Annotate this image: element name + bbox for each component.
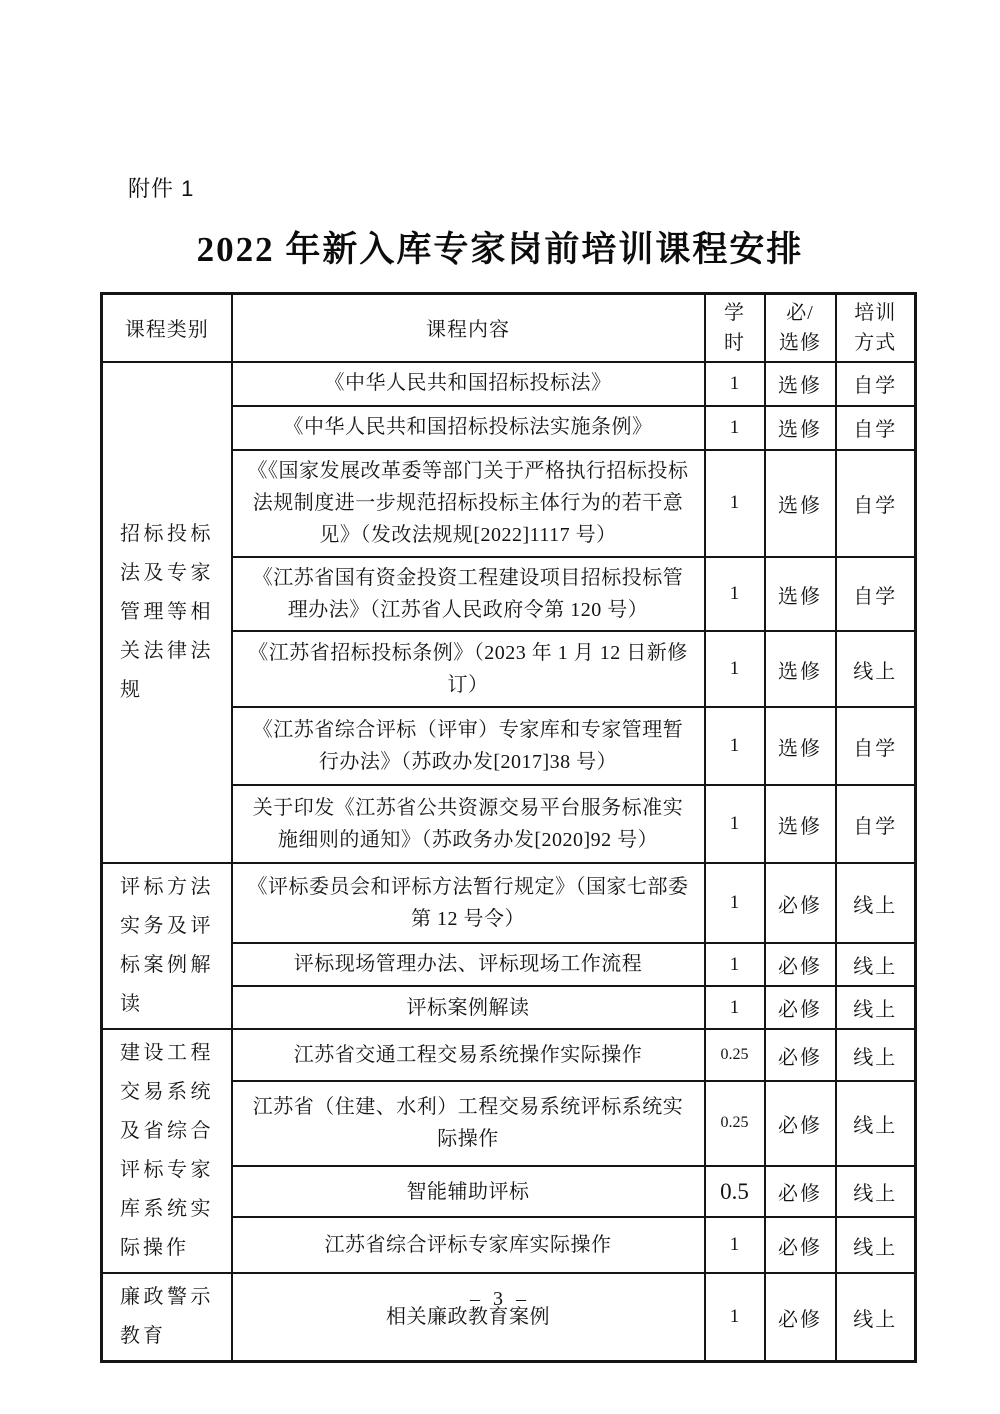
course-content-cell: 《中华人民共和国招标投标法实施条例》 — [232, 406, 705, 450]
required-cell: 必修 — [765, 1166, 836, 1217]
course-content-cell: 评标现场管理办法、评标现场工作流程 — [232, 943, 705, 986]
col-header-required — [765, 294, 836, 362]
col-header-category: 课程类别 — [102, 294, 232, 362]
page-title: 2022 年新入库专家岗前培训课程安排 — [196, 230, 804, 269]
method-cell: 线上 — [836, 863, 916, 943]
method-cell: 线上 — [836, 1081, 916, 1166]
category-cell-evaluation: 评标方法实务及评标案例解读 — [102, 863, 232, 1029]
method-cell: 线上 — [836, 986, 916, 1029]
hours-cell: 1 — [705, 863, 765, 943]
category-cell-systems: 建设工程交易系统及省综合评标专家库系统实际操作 — [102, 1029, 232, 1273]
method-cell: 线上 — [836, 1029, 916, 1080]
hours-cell: 1 — [705, 362, 765, 406]
category-cell-integrity: 廉政警示教育 — [102, 1273, 232, 1362]
course-content-cell: 江苏省综合评标专家库实际操作 — [232, 1217, 705, 1273]
hours-cell: 1 — [705, 450, 765, 557]
course-content-cell: 评标案例解读 — [232, 986, 705, 1029]
required-cell: 选修 — [765, 362, 836, 406]
method-cell: 自学 — [836, 557, 916, 632]
table-header-row — [102, 294, 916, 362]
required-cell: 选修 — [765, 406, 836, 450]
hours-cell: 1 — [705, 785, 765, 863]
method-cell: 线上 — [836, 631, 916, 707]
hours-cell: 1 — [705, 1217, 765, 1273]
table-row — [102, 863, 916, 943]
course-content-cell: 《中华人民共和国招标投标法》 — [232, 362, 705, 406]
col-header-hours-label: 学时 — [724, 301, 745, 354]
course-content-cell: 江苏省（住建、水利）工程交易系统评标系统实际操作 — [232, 1081, 705, 1166]
col-header-method-label: 培训方式 — [854, 301, 897, 354]
hours-cell: 1 — [705, 631, 765, 707]
required-cell: 必修 — [765, 986, 836, 1029]
course-content-cell: 《江苏省综合评标（评审）专家库和专家管理暂行办法》（苏政办发[2017]38 号） — [232, 707, 705, 785]
course-content-cell: 《江苏省招标投标条例》（2023 年 1 月 12 日新修订） — [232, 631, 705, 707]
course-content-cell: 相关廉政教育案例 — [232, 1273, 705, 1362]
method-cell: 线上 — [836, 1217, 916, 1273]
method-cell: 自学 — [836, 785, 916, 863]
table-row — [102, 362, 916, 406]
method-cell: 自学 — [836, 406, 916, 450]
required-cell: 必修 — [765, 1217, 836, 1273]
required-cell: 选修 — [765, 785, 836, 863]
hours-cell: 1 — [705, 1273, 765, 1362]
table-row — [102, 1029, 916, 1080]
col-header-required-label: 必/选修 — [779, 301, 821, 354]
course-schedule-table — [100, 292, 917, 1363]
col-header-method — [836, 294, 916, 362]
required-cell: 必修 — [765, 1273, 836, 1362]
required-cell: 必修 — [765, 1081, 836, 1166]
course-content-cell: 江苏省交通工程交易系统操作实际操作 — [232, 1029, 705, 1080]
required-cell: 选修 — [765, 631, 836, 707]
course-content-cell: 《《国家发展改革委等部门关于严格执行招标投标法规制度进一步规范招标投标主体行为的若干意见》（发改法规规[2022]1117 号） — [232, 450, 705, 557]
course-content-cell: 智能辅助评标 — [232, 1166, 705, 1217]
hours-cell: 1 — [705, 707, 765, 785]
page-number: – 3 – — [470, 1288, 530, 1310]
hours-cell: 1 — [705, 557, 765, 632]
hours-cell: 1 — [705, 943, 765, 986]
course-content-cell: 《评标委员会和评标方法暂行规定》（国家七部委第 12 号令） — [232, 863, 705, 943]
required-cell: 必修 — [765, 943, 836, 986]
required-cell: 必修 — [765, 863, 836, 943]
category-cell-laws: 招标投标法及专家管理等相关法律法规 — [102, 362, 232, 864]
col-header-hours — [705, 294, 765, 362]
hours-cell: 1 — [705, 986, 765, 1029]
hours-cell: 0.5 — [705, 1166, 765, 1217]
hours-cell: 0.25 — [705, 1081, 765, 1166]
required-cell: 选修 — [765, 557, 836, 632]
table-row — [102, 1273, 916, 1362]
required-cell: 选修 — [765, 707, 836, 785]
method-cell: 线上 — [836, 943, 916, 986]
attachment-label: 附件 1 — [128, 176, 195, 201]
hours-cell: 1 — [705, 406, 765, 450]
method-cell: 自学 — [836, 450, 916, 557]
method-cell: 线上 — [836, 1166, 916, 1217]
col-header-content: 课程内容 — [232, 294, 705, 362]
method-cell: 自学 — [836, 707, 916, 785]
method-cell: 线上 — [836, 1273, 916, 1362]
required-cell: 必修 — [765, 1029, 836, 1080]
course-content-cell: 《江苏省国有资金投资工程建设项目招标投标管理办法》（江苏省人民政府令第 120 号） — [232, 557, 705, 632]
hours-cell: 0.25 — [705, 1029, 765, 1080]
required-cell: 选修 — [765, 450, 836, 557]
course-content-cell: 关于印发《江苏省公共资源交易平台服务标准实施细则的通知》（苏政务办发[2020]92 号） — [232, 785, 705, 863]
method-cell: 自学 — [836, 362, 916, 406]
